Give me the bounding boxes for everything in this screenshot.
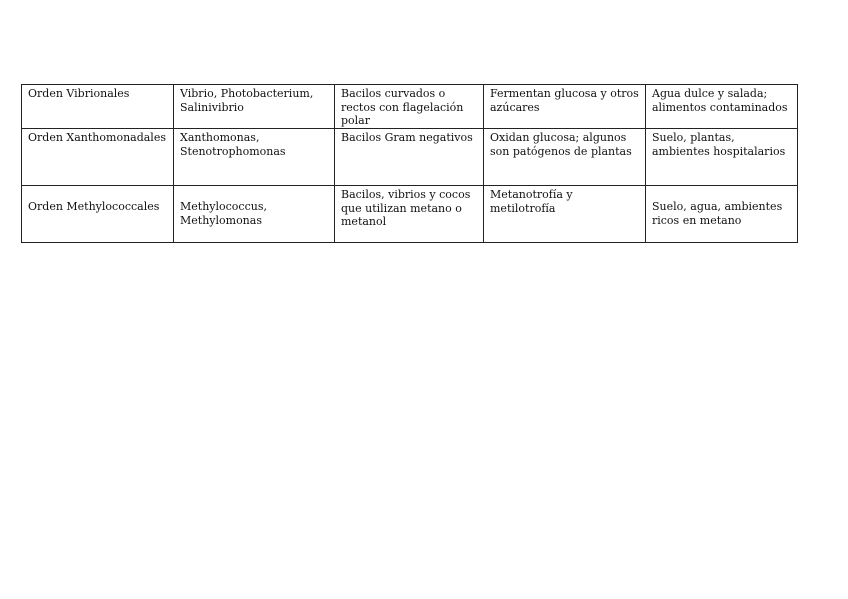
table-row [22,129,798,186]
table-row [22,186,798,243]
cell-morphology: Bacilos curvados o rectos con flagelación polar [335,85,484,129]
cell-habitat: Agua dulce y salada; alimentos contaminados [646,85,798,129]
cell-metabolism: Metanotrofía y metilotrofía [484,186,646,243]
cell-genera: Methylococcus, Methylomonas [174,186,335,243]
cell-habitat: Suelo, agua, ambientes ricos en metano [646,186,798,243]
table-row [22,85,798,129]
cell-order: Orden Vibrionales [22,85,174,129]
cell-morphology: Bacilos Gram negativos [335,129,484,186]
cell-metabolism: Oxidan glucosa; algunos son patógenos de plantas [484,129,646,186]
cell-morphology: Bacilos, vibrios y cocos que utilizan metano o metanol [335,186,484,243]
cell-metabolism: Fermentan glucosa y otros azúcares [484,85,646,129]
bacteria-orders-table [21,84,798,243]
cell-genera: Xanthomonas, Stenotrophomonas [174,129,335,186]
cell-order: Orden Methylococcales [22,186,174,243]
cell-habitat: Suelo, plantas, ambientes hospitalarios [646,129,798,186]
cell-order: Orden Xanthomonadales [22,129,174,186]
cell-genera: Vibrio, Photobacterium, Salinivibrio [174,85,335,129]
